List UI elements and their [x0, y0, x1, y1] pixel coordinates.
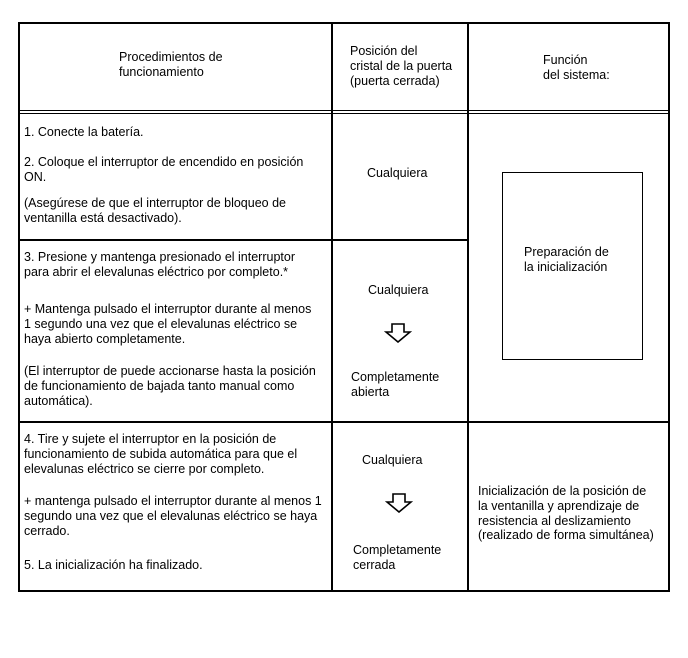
function-initialization: Inicialización de la posición de la ventanilla y aprendizaje de resistencia al deslizamiento (realizado de forma simultánea): [478, 484, 654, 543]
position-row3-start: Cualquiera: [362, 453, 423, 467]
header-divider: [18, 110, 670, 111]
header-function: Función del sistema:: [543, 53, 610, 82]
function-preparation: Preparación de la inicialización: [524, 245, 609, 274]
step-3-switch-note: (El interruptor de puede accionarse hasta la posición de funcionamiento de bajada tanto manual como automática).: [24, 364, 316, 408]
row-divider-2: [18, 421, 670, 423]
header-procedures: Procedimientos de funcionamiento: [119, 50, 223, 79]
step-2: 2. Coloque el interruptor de encendido en posición ON.: [24, 155, 304, 184]
table-border-left: [18, 22, 20, 592]
step-2-note: (Asegúrese de que el interruptor de bloqueo de ventanilla está desactivado).: [24, 196, 286, 225]
step-1: 1. Conecte la batería.: [24, 125, 144, 139]
table-border-bottom: [18, 590, 670, 592]
procedure-table: [18, 22, 670, 592]
position-row2-end: Completamente abierta: [351, 370, 440, 399]
position-row2-start: Cualquiera: [368, 283, 429, 297]
row-divider-1: [18, 239, 469, 241]
table-border-top: [18, 22, 670, 24]
position-row1: Cualquiera: [367, 166, 428, 180]
down-arrow-icon: [385, 493, 413, 513]
step-4: 4. Tire y sujete el interruptor en la posición de funcionamiento de subida automática para que el elevalunas eléctrico se cierre por completo.: [24, 432, 298, 476]
step-4-hold-note: + mantenga pulsado el interruptor durante al menos 1 segundo una vez que el elevalunas eléctrico se haya cerrado.: [24, 494, 322, 538]
position-row3-end: Completamente cerrada: [353, 543, 442, 572]
step-3: 3. Presione y mantenga presionado el interruptor para abrir el elevalunas eléctrico por completo.*: [24, 250, 295, 279]
table-border-right: [668, 22, 670, 592]
column-divider-2: [467, 22, 469, 592]
column-divider-1: [331, 22, 333, 592]
header-divider-second: [18, 113, 670, 114]
step-3-hold-note: + Mantenga pulsado el interruptor durante al menos 1 segundo una vez que el elevalunas eléctrico se haya abierto completamente.: [24, 302, 312, 346]
down-arrow-icon: [384, 323, 412, 343]
header-position: Posición del cristal de la puerta (puerta cerrada): [350, 44, 453, 88]
step-5: 5. La inicialización ha finalizado.: [24, 558, 203, 572]
